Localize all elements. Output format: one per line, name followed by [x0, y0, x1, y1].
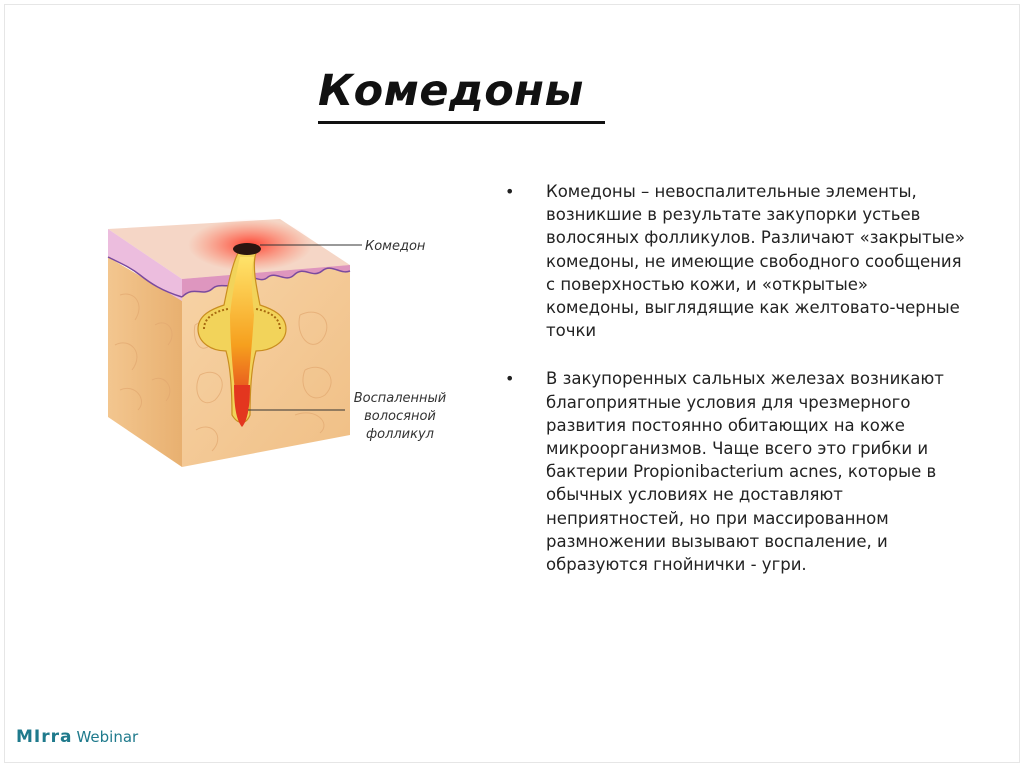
skin-front-face	[182, 265, 350, 467]
bullet-item-2	[505, 367, 965, 576]
title-underline	[318, 121, 605, 124]
label-follicle-line-1: Воспаленный	[353, 391, 447, 406]
label-follicle-line-2: волосяной	[364, 409, 436, 424]
logo-text: Webinar	[76, 728, 139, 746]
label-comedo: Комедон	[365, 239, 426, 254]
bullet-symbol: •	[505, 369, 515, 389]
slide-title: Комедоны	[318, 66, 584, 116]
bullet-list	[505, 180, 965, 601]
bullet-text-1: Комедоны – невоспалительные элементы, возникшие в результате закупорки устьев волосяных фолликулов. Различают «закрытые» комедоны, не имеющие свободного сообщения с поверхностью кожи, и «открытые» комедоны, выглядящие как желтовато-черные точки	[546, 182, 965, 341]
label-follicle-line-3: фолликул	[366, 427, 434, 442]
label-inflamed-follicle	[345, 390, 455, 444]
bullet-item-1	[505, 180, 965, 342]
bullet-symbol: •	[505, 182, 515, 201]
mirra-webinar-logo	[16, 727, 138, 749]
comedo-plug	[233, 243, 261, 255]
bullet-text-2: В закупоренных сальных железах возникают благоприятные условия для чрезмерного развития постоянно обитающих на коже микроорганизмов. Чаще всего это грибки и бактерии Propionibacterium acnes, которые в обычных условиях не доставляют неприятностей, но при массированном размножении вызывают воспаление, и образуются гнойнички - угри.	[546, 369, 944, 575]
logo-mark: MIrra	[16, 727, 73, 747]
